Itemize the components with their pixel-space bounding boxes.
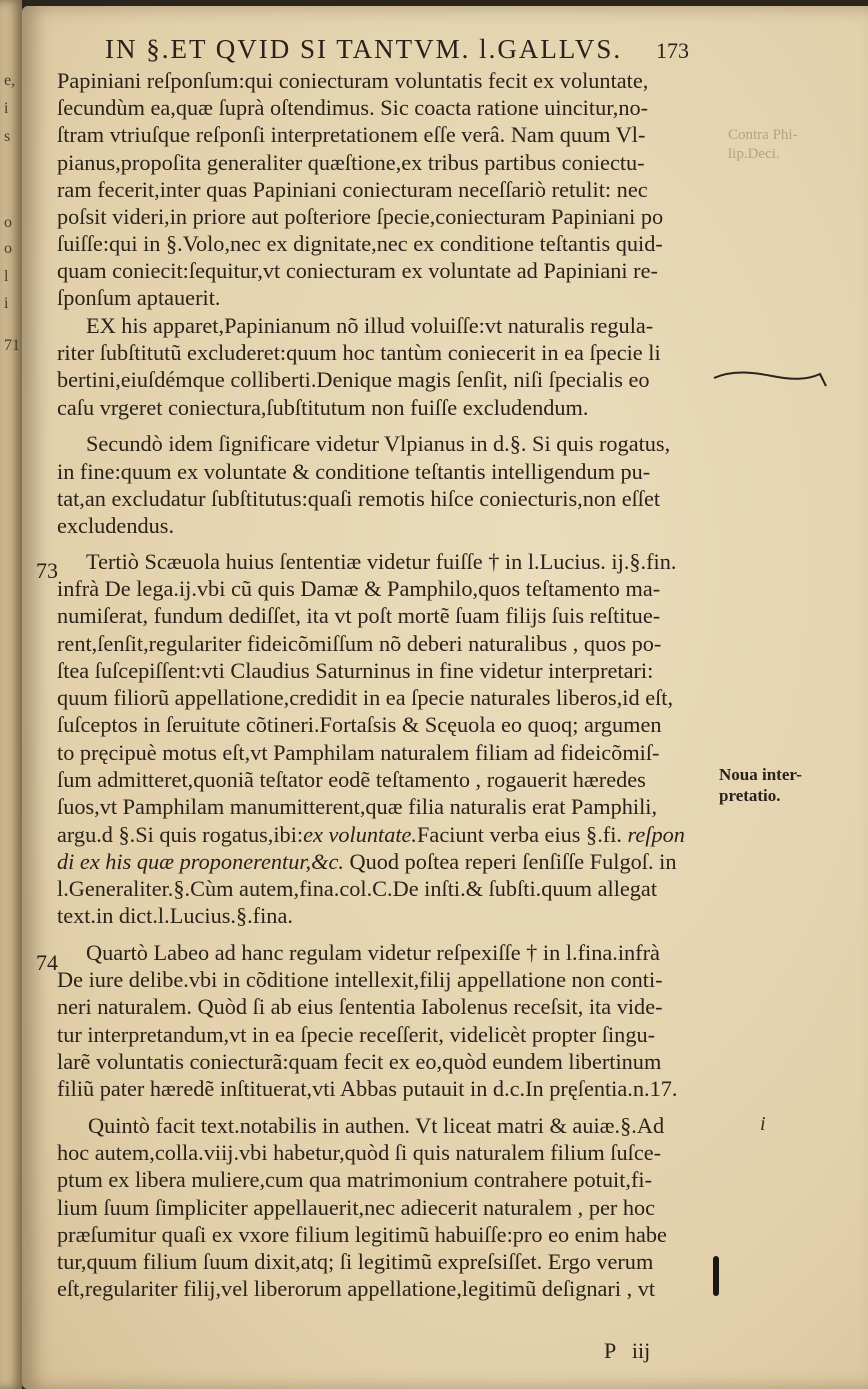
text-run: Quod poſtea reperi ſenſiſſe Fulgoſ. in [349, 849, 677, 874]
text-line: to pręcipuè motus eſt,vt Pamphilam naturalem filiam ad fideicõmiſ- [57, 740, 660, 765]
prev-page-fragment: o [4, 240, 12, 257]
text-line [57, 851, 676, 873]
text-line: ſponſum aptauerit. [57, 285, 221, 310]
prev-page-fragment: s [4, 128, 11, 145]
margin-mark: i [760, 1113, 766, 1135]
text-line: ptum ex libera muliere,cum qua matrimonium contrahere potuit,fi- [57, 1167, 653, 1192]
prev-page-fragment: i [4, 295, 9, 312]
margin-note [719, 764, 802, 806]
prev-page-fragment: o [4, 214, 12, 231]
text-line: ſtram vtriuſque reſponſi interpretationem eſſe verâ. Nam quum Vl- [57, 122, 646, 147]
text-line: tur interpretandum,vt in ea ſpecie receſſerit, videlicèt propter ſingu- [57, 1022, 656, 1047]
text-line: ſuiſſe:qui in §.Volo,nec ex dignitate,nec ex conditione teſtantis quid- [57, 231, 663, 256]
page-number: 173 [656, 38, 689, 63]
text-line: ram fecerit,inter quas Papiniani coniecturam neceſſariò retulit: nec [57, 177, 648, 202]
text-line: hoc autem,colla.viij.vbi habetur,quòd ſi quis naturalem filium ſuſce- [57, 1140, 662, 1165]
text-line: in fine:quum ex voluntate & conditione teſtantis intelligendum pu- [57, 459, 651, 484]
text-run: argu.d §.Si quis rogatus,ibi: [57, 822, 304, 847]
prev-page-fragment: i [4, 100, 9, 117]
text-line: Quartò Labeo ad hanc regulam videtur reſpexiſſe † in l.fina.infrà [86, 940, 660, 965]
text-line: ſum admitteret,quoniã teſtator eodẽ teſtamento , rogauerit hæredes [57, 767, 646, 792]
text-line: filiũ pater hæredẽ inſtituerat,vti Abbas putauit in d.c.In pręſentia.n.17. [57, 1076, 678, 1101]
previous-page-edge [0, 0, 22, 1389]
prev-page-fragment: 71 [4, 337, 20, 354]
faded-note-line: lip.Deci. [728, 146, 780, 162]
text-line: poſsit videri,in priore aut poſteriore ſpecie,coniecturam Papiniani po [57, 204, 664, 229]
text-line: EX his apparet,Papinianum nõ illud voluiſſe:vt naturalis regula- [86, 313, 654, 338]
text-line: excludendus. [57, 513, 175, 538]
margin-note-line: pretatio. [719, 786, 781, 805]
text-line: rent,ſenſit,regulariter fideicõmiſſum nõ deberi naturalibus , quos po- [57, 631, 662, 656]
text-line: tur,quum filium ſuum dixit,atq; ſi legitimũ expreſsiſſet. Ergo verum [57, 1249, 654, 1274]
text-line: numiſerat, fundum dediſſet, ita vt poſt mortẽ ſuam filijs ſuis reſtitue- [57, 603, 661, 628]
paragraph-number: 74 [36, 950, 58, 975]
italic-run: reſpon [627, 822, 685, 847]
text-line: lium ſuum ſimpliciter appellauerit,nec adiecerit naturalem , per hoc [57, 1195, 656, 1220]
text-line: ſuſceptos in ſeruitute cõtineri.Fortaſsis & Scęuola eo quoq; argumen [57, 712, 662, 737]
text-line: De iure delibe.vbi in cõditione intellexit,filij appellatione non conti- [57, 967, 663, 992]
text-line: ſuos,vt Pamphilam manumitterent,quæ filia naturalis erat Pamphili, [57, 794, 658, 819]
italic-run: di ex his quæ proponerentur,&c. [57, 849, 344, 874]
text-line: quum filiorũ appellatione,credidit in ea ſpecie naturales liberos,id eſt, [57, 685, 674, 710]
text-line: l.Generaliter.§.Cùm autem,fina.col.C.De inſti.& ſubſti.quum allegat [57, 876, 658, 901]
text-line: infrà De lega.ij.vbi cũ quis Damæ & Pamphilo,quos teſtamento ma- [57, 576, 661, 601]
text-line: Quintò facit text.notabilis in authen. Vt liceat matri & auiæ.§.Ad [88, 1113, 665, 1138]
italic-run: ex voluntate. [303, 822, 418, 847]
text-line: ſecundùm ea,quæ ſuprà oſtendimus. Sic coacta ratione uincitur,no- [57, 95, 649, 120]
text-line: Secundò idem ſignificare videtur Vlpianus in d.§. Si quis rogatus, [86, 431, 671, 456]
text-line: text.in dict.l.Lucius.§.fina. [57, 903, 293, 928]
running-title: IN §.ET QVID SI TANTVM. l.GALLVS. [105, 34, 623, 64]
signature-mark: P iij [604, 1338, 651, 1363]
faded-note-line: Contra Phi- [728, 127, 798, 143]
text-line: ſtea ſuſcepiſſent:vti Claudius Saturninus in fine videtur interpretari: [57, 658, 654, 683]
prev-page-fragment: l [4, 268, 9, 285]
text-line: tat,an excludatur ſubſtitutus:quaſi remotis hiſce coniecturis,non eſſet [57, 486, 661, 511]
prev-page-fragment: e, [4, 72, 16, 89]
text-line: caſu vrgeret coniectura,ſubſtitutum non fuiſſe excludendum. [57, 395, 589, 420]
text-line: riter ſubſtitutũ excluderet:quum hoc tantùm coniecerit in ea ſpecie li [57, 340, 661, 365]
text-line: eſt,regulariter filij,vel liberorum appellatione,legitimũ deſignari , vt [57, 1276, 656, 1301]
margin-note-line: Noua inter- [719, 765, 802, 784]
text-line: larẽ voluntatis coniecturã:quam fecit ex eo,quòd eundem libertinum [57, 1049, 662, 1074]
text-line: neri naturalem. Quòd ſi ab eius ſententia Iabolenus receſsit, ita vide- [57, 994, 663, 1019]
faded-margin-note [728, 126, 798, 164]
text-line: Tertiò Scæuola huius ſententiæ videtur fuiſſe † in l.Lucius. ij.§.fin. [86, 549, 677, 574]
ink-stroke-mark [713, 1256, 719, 1296]
paragraph-number: 73 [36, 558, 58, 583]
text-line: bertini,eiuſdémque colliberti.Denique magis ſenſit, niſi ſpecialis eo [57, 367, 650, 392]
ink-flourish [712, 360, 832, 400]
text-line: præſumitur quaſi ex vxore filium legitimũ habuiſſe:pro eo enim habe [57, 1222, 667, 1247]
text-run: Faciunt verba eius §.fi. [417, 822, 622, 847]
text-line [57, 824, 685, 846]
text-line: pianus,propoſita generaliter quæſtione,ex tribus partibus coniectu- [57, 150, 645, 175]
text-line: quam coniecit:ſequitur,vt coniecturam ex voluntate ad Papiniani re- [57, 258, 658, 283]
text-line: Papiniani reſponſum:qui coniecturam voluntatis fecit ex voluntate, [57, 68, 649, 93]
